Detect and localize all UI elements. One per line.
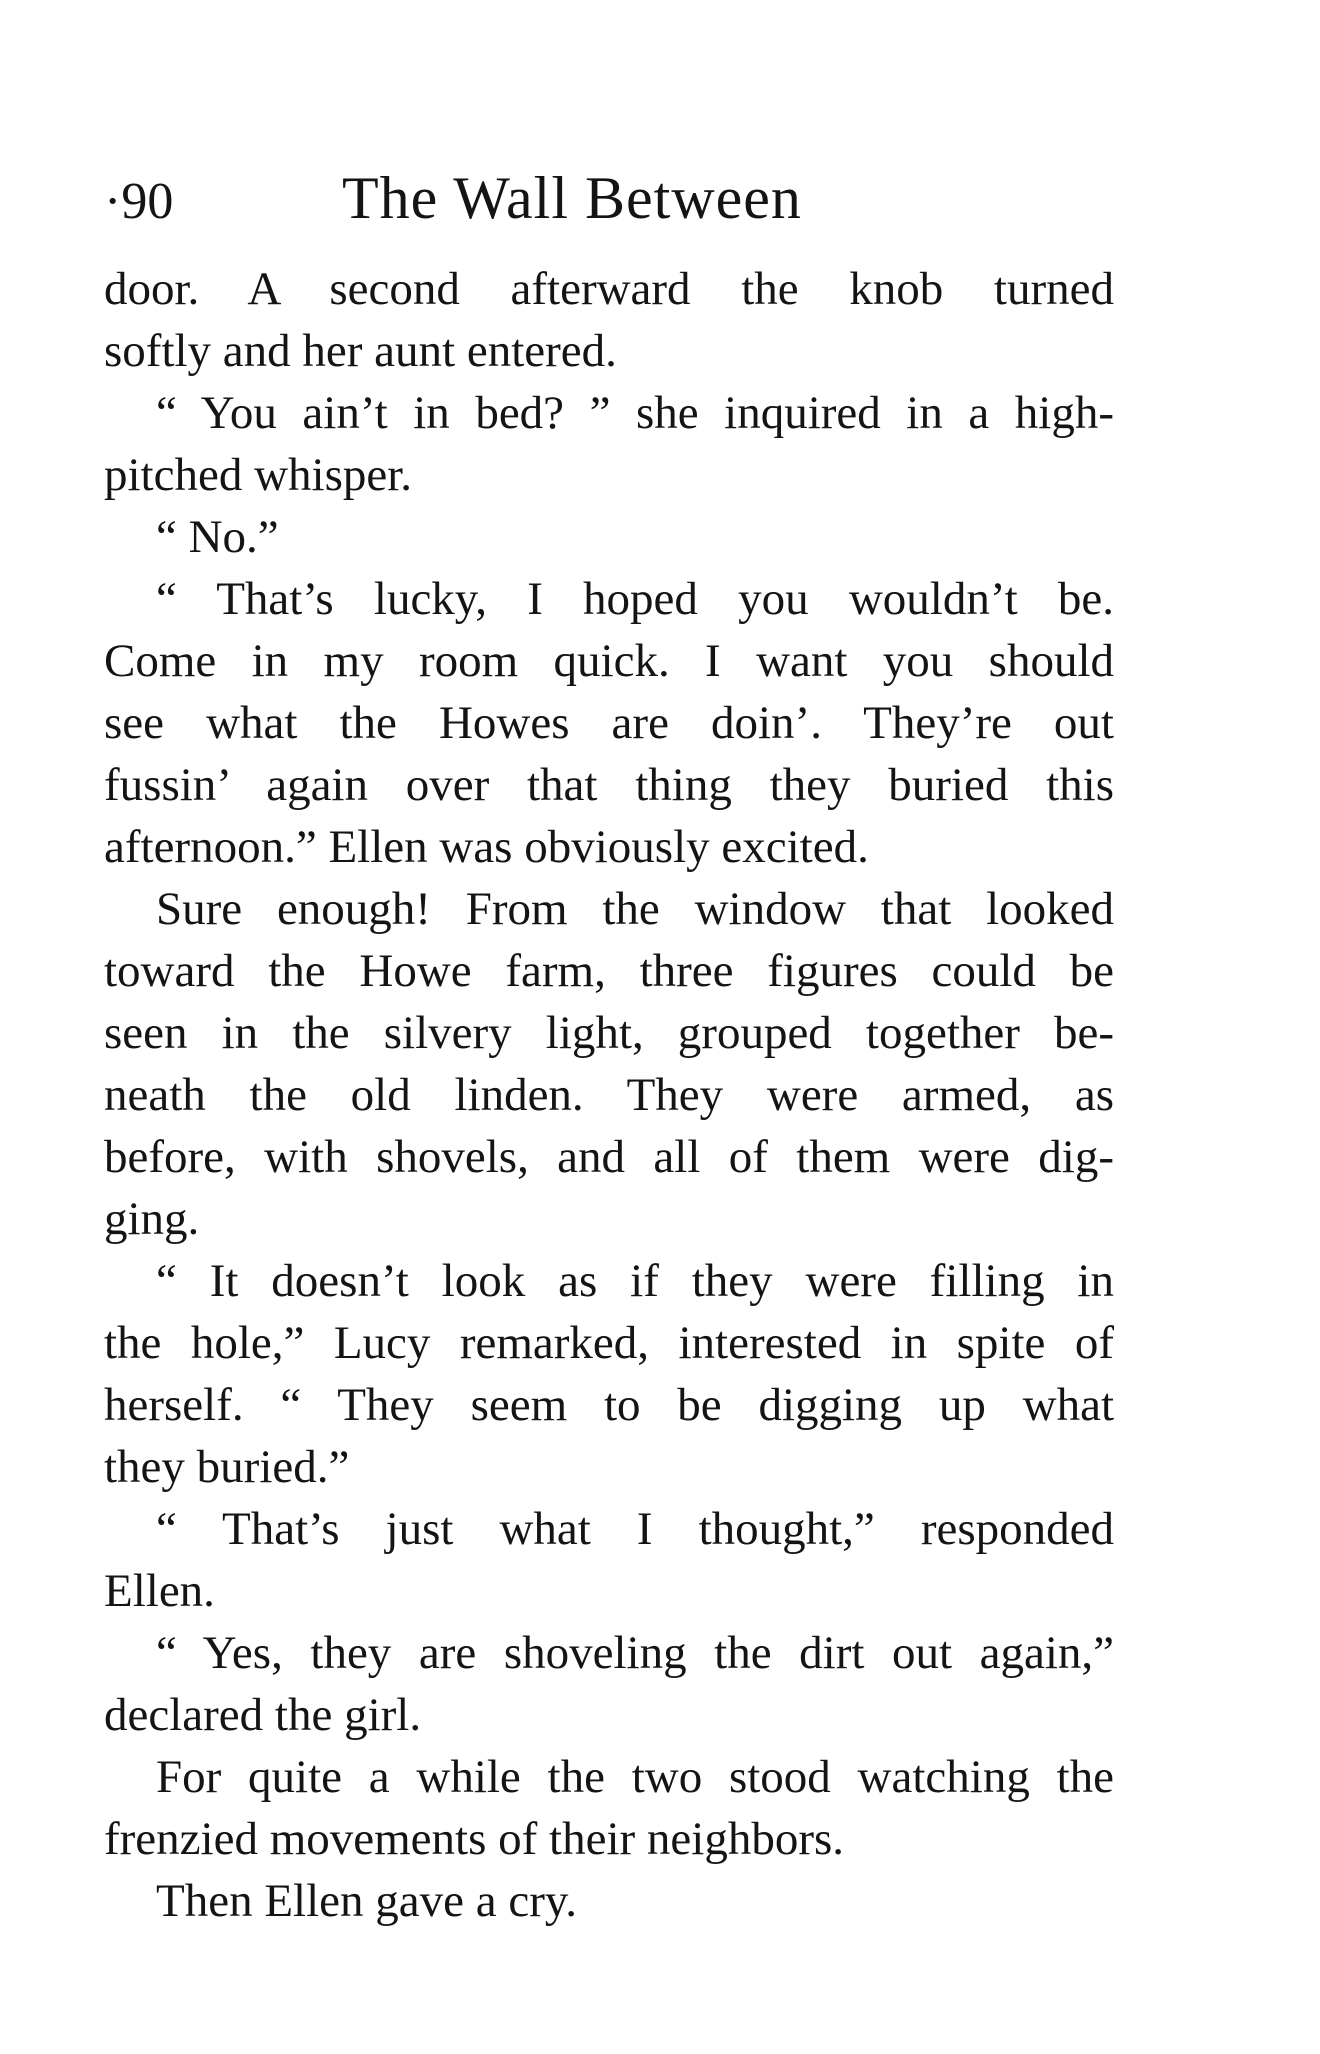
text-line: softly and her aunt entered. xyxy=(104,325,617,377)
body-text xyxy=(104,258,1114,1932)
text-line: “ Yes, they are shoveling the dirt out again,” xyxy=(156,1627,1114,1679)
text-line: “ That’s just what I thought,” responded xyxy=(156,1503,1114,1555)
text-line: afternoon.” Ellen was obviously excited. xyxy=(104,821,869,873)
running-title: The Wall Between xyxy=(342,165,802,231)
page-number: ·90 xyxy=(104,173,174,230)
text-line: Come in my room quick. I want you should xyxy=(104,635,1114,687)
text-line: “ You ain’t in bed? ” she inquired in a high- xyxy=(156,387,1114,439)
text-line: Ellen. xyxy=(104,1565,215,1617)
text-line: toward the Howe farm, three figures could be xyxy=(104,945,1114,997)
text-line: before, with shovels, and all of them were dig- xyxy=(104,1131,1114,1183)
text-line: pitched whisper. xyxy=(104,449,413,501)
text-line: “ It doesn’t look as if they were filling in xyxy=(156,1255,1114,1307)
text-line: fussin’ again over that thing they buried this xyxy=(104,759,1114,811)
text-line: declared the girl. xyxy=(104,1689,422,1741)
page-header xyxy=(104,160,1114,240)
text-line: Then Ellen gave a cry. xyxy=(156,1875,578,1927)
text-line: they buried.” xyxy=(104,1441,350,1493)
text-line: door. A second afterward the knob turned xyxy=(104,263,1114,315)
text-line: see what the Howes are doin’. They’re out xyxy=(104,697,1114,749)
text-line: seen in the silvery light, grouped together be- xyxy=(104,1007,1114,1059)
text-line: ging. xyxy=(104,1193,200,1245)
text-line: neath the old linden. They were armed, as xyxy=(104,1069,1114,1121)
text-line: the hole,” Lucy remarked, interested in spite of xyxy=(104,1317,1114,1369)
text-line: Sure enough! From the window that looked xyxy=(156,883,1114,935)
text-line: herself. “ They seem to be digging up what xyxy=(104,1379,1114,1431)
text-line: frenzied movements of their neighbors. xyxy=(104,1813,845,1865)
text-line: “ No.” xyxy=(156,511,279,563)
text-line: “ That’s lucky, I hoped you wouldn’t be. xyxy=(156,573,1114,625)
text-line: For quite a while the two stood watching the xyxy=(156,1751,1114,1803)
